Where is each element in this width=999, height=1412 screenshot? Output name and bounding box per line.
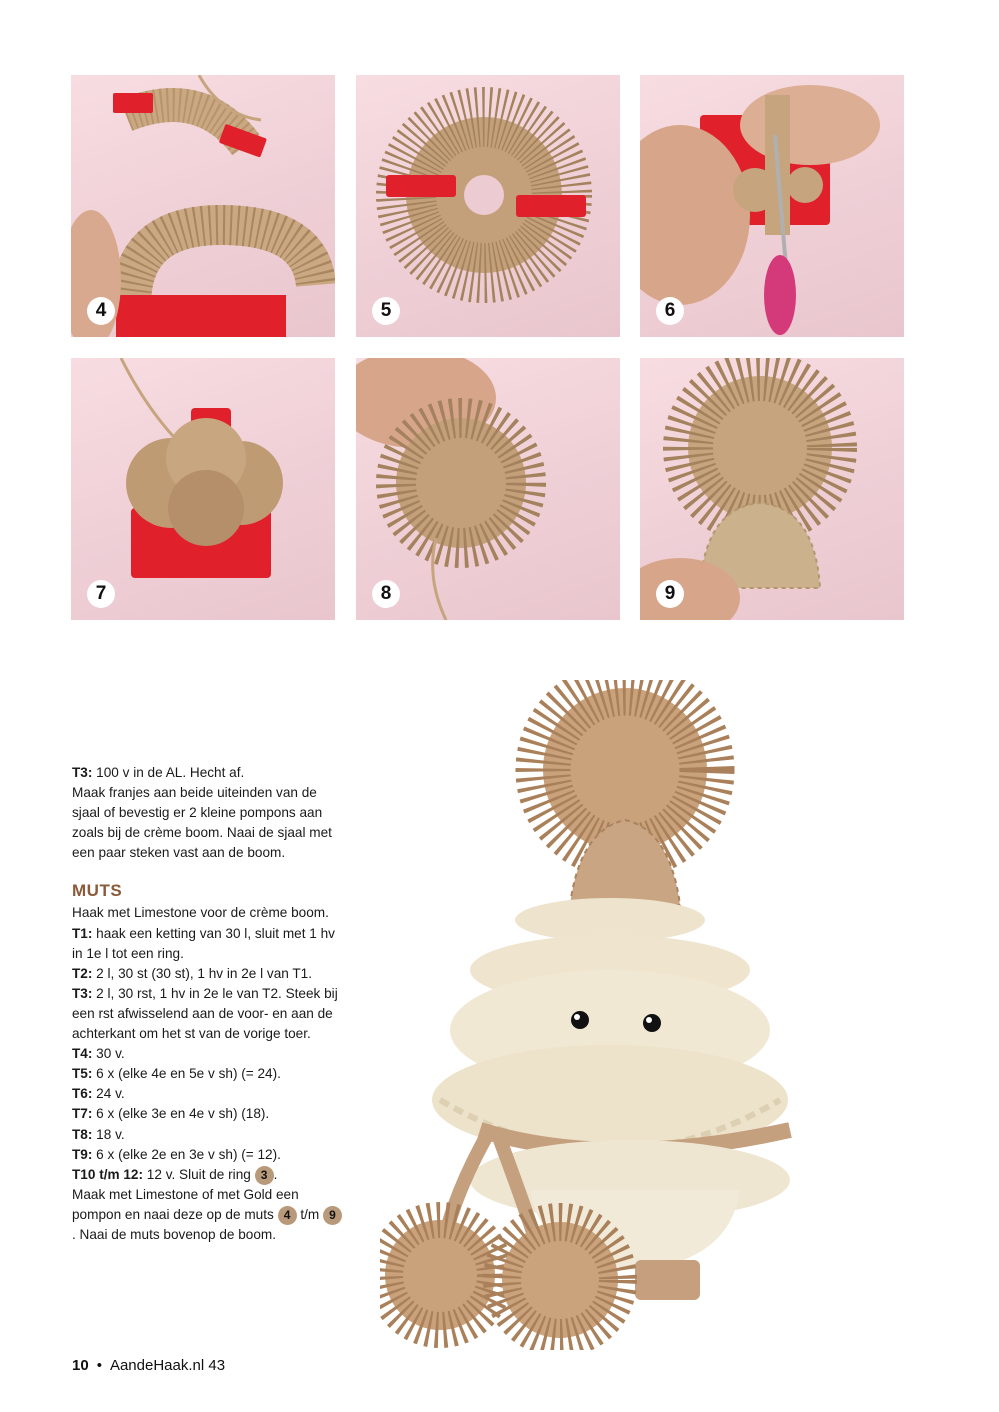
row-text: 30 v. — [92, 1046, 125, 1062]
pattern-row — [72, 1064, 342, 1084]
scarf-paragraph: Maak franjes aan beide uiteinden van de sjaal of bevestig er 2 kleine pompons aan zoals bij de crème boom. Naai de sjaal met een paar steken vast aan de boom. — [72, 785, 332, 861]
row-text: 18 v. — [92, 1126, 125, 1142]
pompom-on-hat-image — [640, 358, 904, 620]
row-label: T1: — [72, 925, 93, 941]
row-text: 100 v in de AL. Hecht af. — [92, 765, 245, 780]
magazine-issue: AandeHaak.nl 43 — [109, 1357, 226, 1374]
row-text: 2 l, 30 rst, 1 hv in 2e le van T2. Steek bij een rst afwisselend aan de voor- en aan de achterkant om het st van de vorige toer. — [72, 985, 338, 1042]
tied-pompom-maker-image — [71, 358, 335, 620]
row-list — [72, 924, 342, 1165]
row-text: 6 x (elke 3e en 4e v sh) (18). — [92, 1106, 270, 1122]
pompom-maker-arc-image — [71, 75, 335, 337]
pattern-row — [72, 1044, 342, 1064]
step-photo-4 — [71, 75, 335, 337]
pattern-row — [72, 984, 342, 1044]
final-text-b: t/m — [296, 1206, 323, 1222]
pattern-instructions — [72, 763, 342, 1245]
step-number-badge: 6 — [656, 297, 684, 325]
row-text: 6 x (elke 4e en 5e v sh) (= 24). — [92, 1066, 281, 1082]
row-text: 12 v. Sluit de ring — [143, 1166, 255, 1182]
page-footer — [72, 1357, 225, 1374]
row-label: T9: — [72, 1146, 93, 1162]
row-label: T4: — [72, 1046, 93, 1062]
pattern-row — [72, 1084, 342, 1104]
row-label: T3: — [72, 765, 93, 780]
pattern-row — [72, 964, 342, 984]
row-label: T10 t/m 12: — [72, 1166, 144, 1182]
step-number-badge: 8 — [372, 580, 400, 608]
step-photo-9 — [640, 358, 904, 620]
step-number-badge: 5 — [372, 297, 400, 325]
pattern-row — [72, 1145, 342, 1165]
row-label: T2: — [72, 965, 93, 981]
pattern-row — [72, 1125, 342, 1145]
row-label: T7: — [72, 1106, 93, 1122]
final-text-c: . Naai de muts bovenop de boom. — [72, 1226, 277, 1242]
step-number-badge: 7 — [87, 580, 115, 608]
row-text-end: . — [273, 1166, 278, 1182]
finished-pompom-image — [356, 358, 620, 620]
final-paragraph — [72, 1185, 342, 1245]
row-t3 — [72, 763, 342, 783]
row-label: T6: — [72, 1086, 93, 1102]
crochet-tree-image — [380, 680, 850, 1350]
step-photo-6 — [640, 75, 904, 337]
intro-paragraph: Haak met Limestone voor de crème boom. — [72, 905, 329, 921]
step-reference-badge: 3 — [255, 1166, 274, 1185]
section-heading: MUTS — [72, 881, 123, 901]
step-reference-badge: 4 — [278, 1206, 297, 1225]
pattern-row — [72, 1104, 342, 1124]
row-text: 2 l, 30 st (30 st), 1 hv in 2e l van T1. — [92, 965, 313, 981]
row-t10-12 — [72, 1165, 342, 1185]
crochet-tree-photo — [380, 680, 850, 1350]
footer-separator: • — [96, 1357, 102, 1374]
page-number: 10 — [72, 1357, 89, 1374]
step-photo-7 — [71, 358, 335, 620]
step-photo-8 — [356, 358, 620, 620]
step-number-badge: 9 — [656, 580, 684, 608]
pattern-row — [72, 924, 342, 964]
row-text: 6 x (elke 2e en 3e v sh) (= 12). — [92, 1146, 281, 1162]
row-text: haak een ketting van 30 l, sluit met 1 hv in 1e l tot een ring. — [72, 925, 335, 961]
step-photo-5 — [356, 75, 620, 337]
row-label: T3: — [72, 985, 93, 1001]
step-number-badge: 4 — [87, 297, 115, 325]
cutting-yarn-image — [640, 75, 904, 337]
final-text-a: Maak met Limestone of met Gold een pompon en naai deze op de muts — [72, 1186, 299, 1222]
row-label: T8: — [72, 1126, 93, 1142]
pompom-ring-image — [356, 75, 620, 337]
row-label: T5: — [72, 1066, 93, 1082]
row-text: 24 v. — [92, 1086, 125, 1102]
step-reference-badge: 9 — [323, 1206, 342, 1225]
